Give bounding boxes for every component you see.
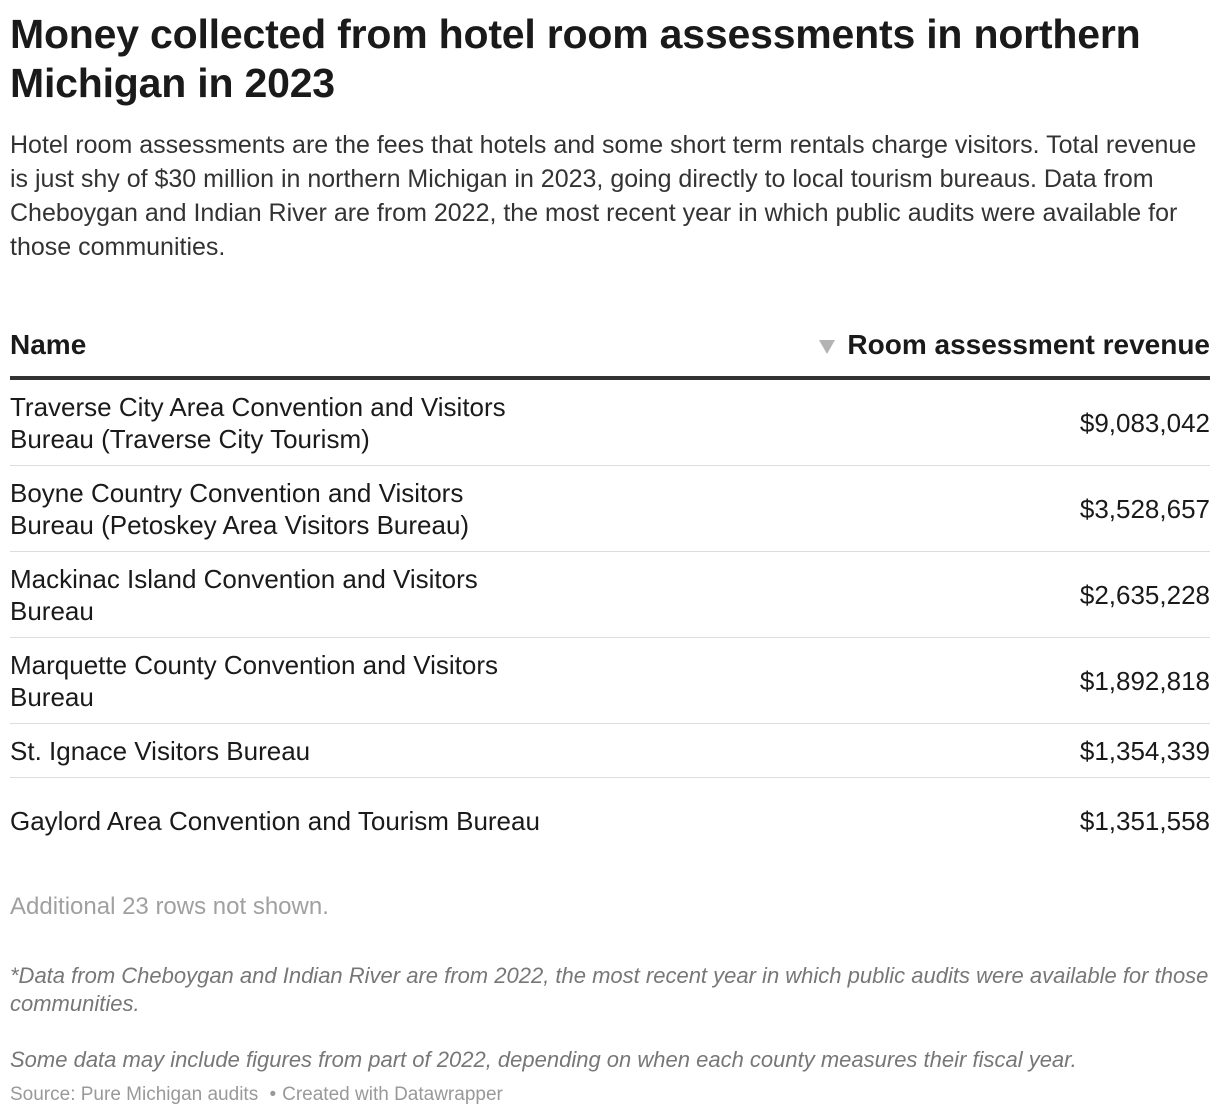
footnote-cheboygan: *Data from Cheboygan and Indian River are from 2022, the most recent year in which public audits were available for those communities. [10,963,1209,1016]
column-header-revenue[interactable] [819,328,1210,362]
table-row [10,778,1210,864]
source-label: Source: Pure Michigan audits [10,1084,259,1105]
table-header [10,318,1210,380]
table-row [10,380,1210,466]
cell-name: Marquette County Convention and Visitors Bureau [10,649,499,712]
table-row [10,638,1210,724]
cell-name: Traverse City Area Convention and Visitors Bureau (Traverse City Tourism) [10,391,506,454]
cell-revenue: $2,635,228 [1079,579,1210,610]
cell-revenue: $9,083,042 [1079,407,1210,438]
chart-subtitle: Hotel room assessments are the fees that hotels and some short term rentals charge visitors. Total revenue is just shy of $30 million in northern Michigan in 2023, going directly to local tourism bureaus. Data from Cheboygan and Indian River are from 2022, the most recent year in which public audits were available for those communities. [10,131,1197,261]
more-rows-note: Additional 23 rows not shown. [10,893,329,920]
footer-separator: • [269,1084,277,1105]
cell-revenue: $1,351,558 [1079,806,1210,836]
cell-name: Mackinac Island Convention and Visitors Bureau [10,563,478,626]
table-row [10,466,1210,552]
footnote-fiscal-year: Some data may include figures from part of 2022, depending on when each county measures their fiscal year. [10,1047,1077,1072]
cell-revenue: $3,528,657 [1079,493,1210,524]
created-with-link[interactable]: Created with Datawrapper [282,1084,503,1105]
cell-name: Boyne Country Convention and Visitors Bureau (Petoskey Area Visitors Bureau) [10,477,470,540]
chart-container [10,0,1210,1108]
cell-name: St. Ignace Visitors Bureau [10,735,311,766]
data-table [10,318,1210,864]
table-row [10,552,1210,638]
table-row [10,724,1210,778]
column-header-revenue-label: Room assessment revenue [847,329,1210,360]
cell-name: Gaylord Area Convention and Tourism Bureau [10,806,540,836]
chart-footer [10,1082,1210,1108]
chart-title: Money collected from hotel room assessments in northern Michigan in 2023 [10,11,1141,106]
sort-descending-icon [819,340,835,354]
column-header-name[interactable]: Name [10,329,87,360]
cell-revenue: $1,354,339 [1079,735,1210,766]
cell-revenue: $1,892,818 [1079,665,1210,696]
